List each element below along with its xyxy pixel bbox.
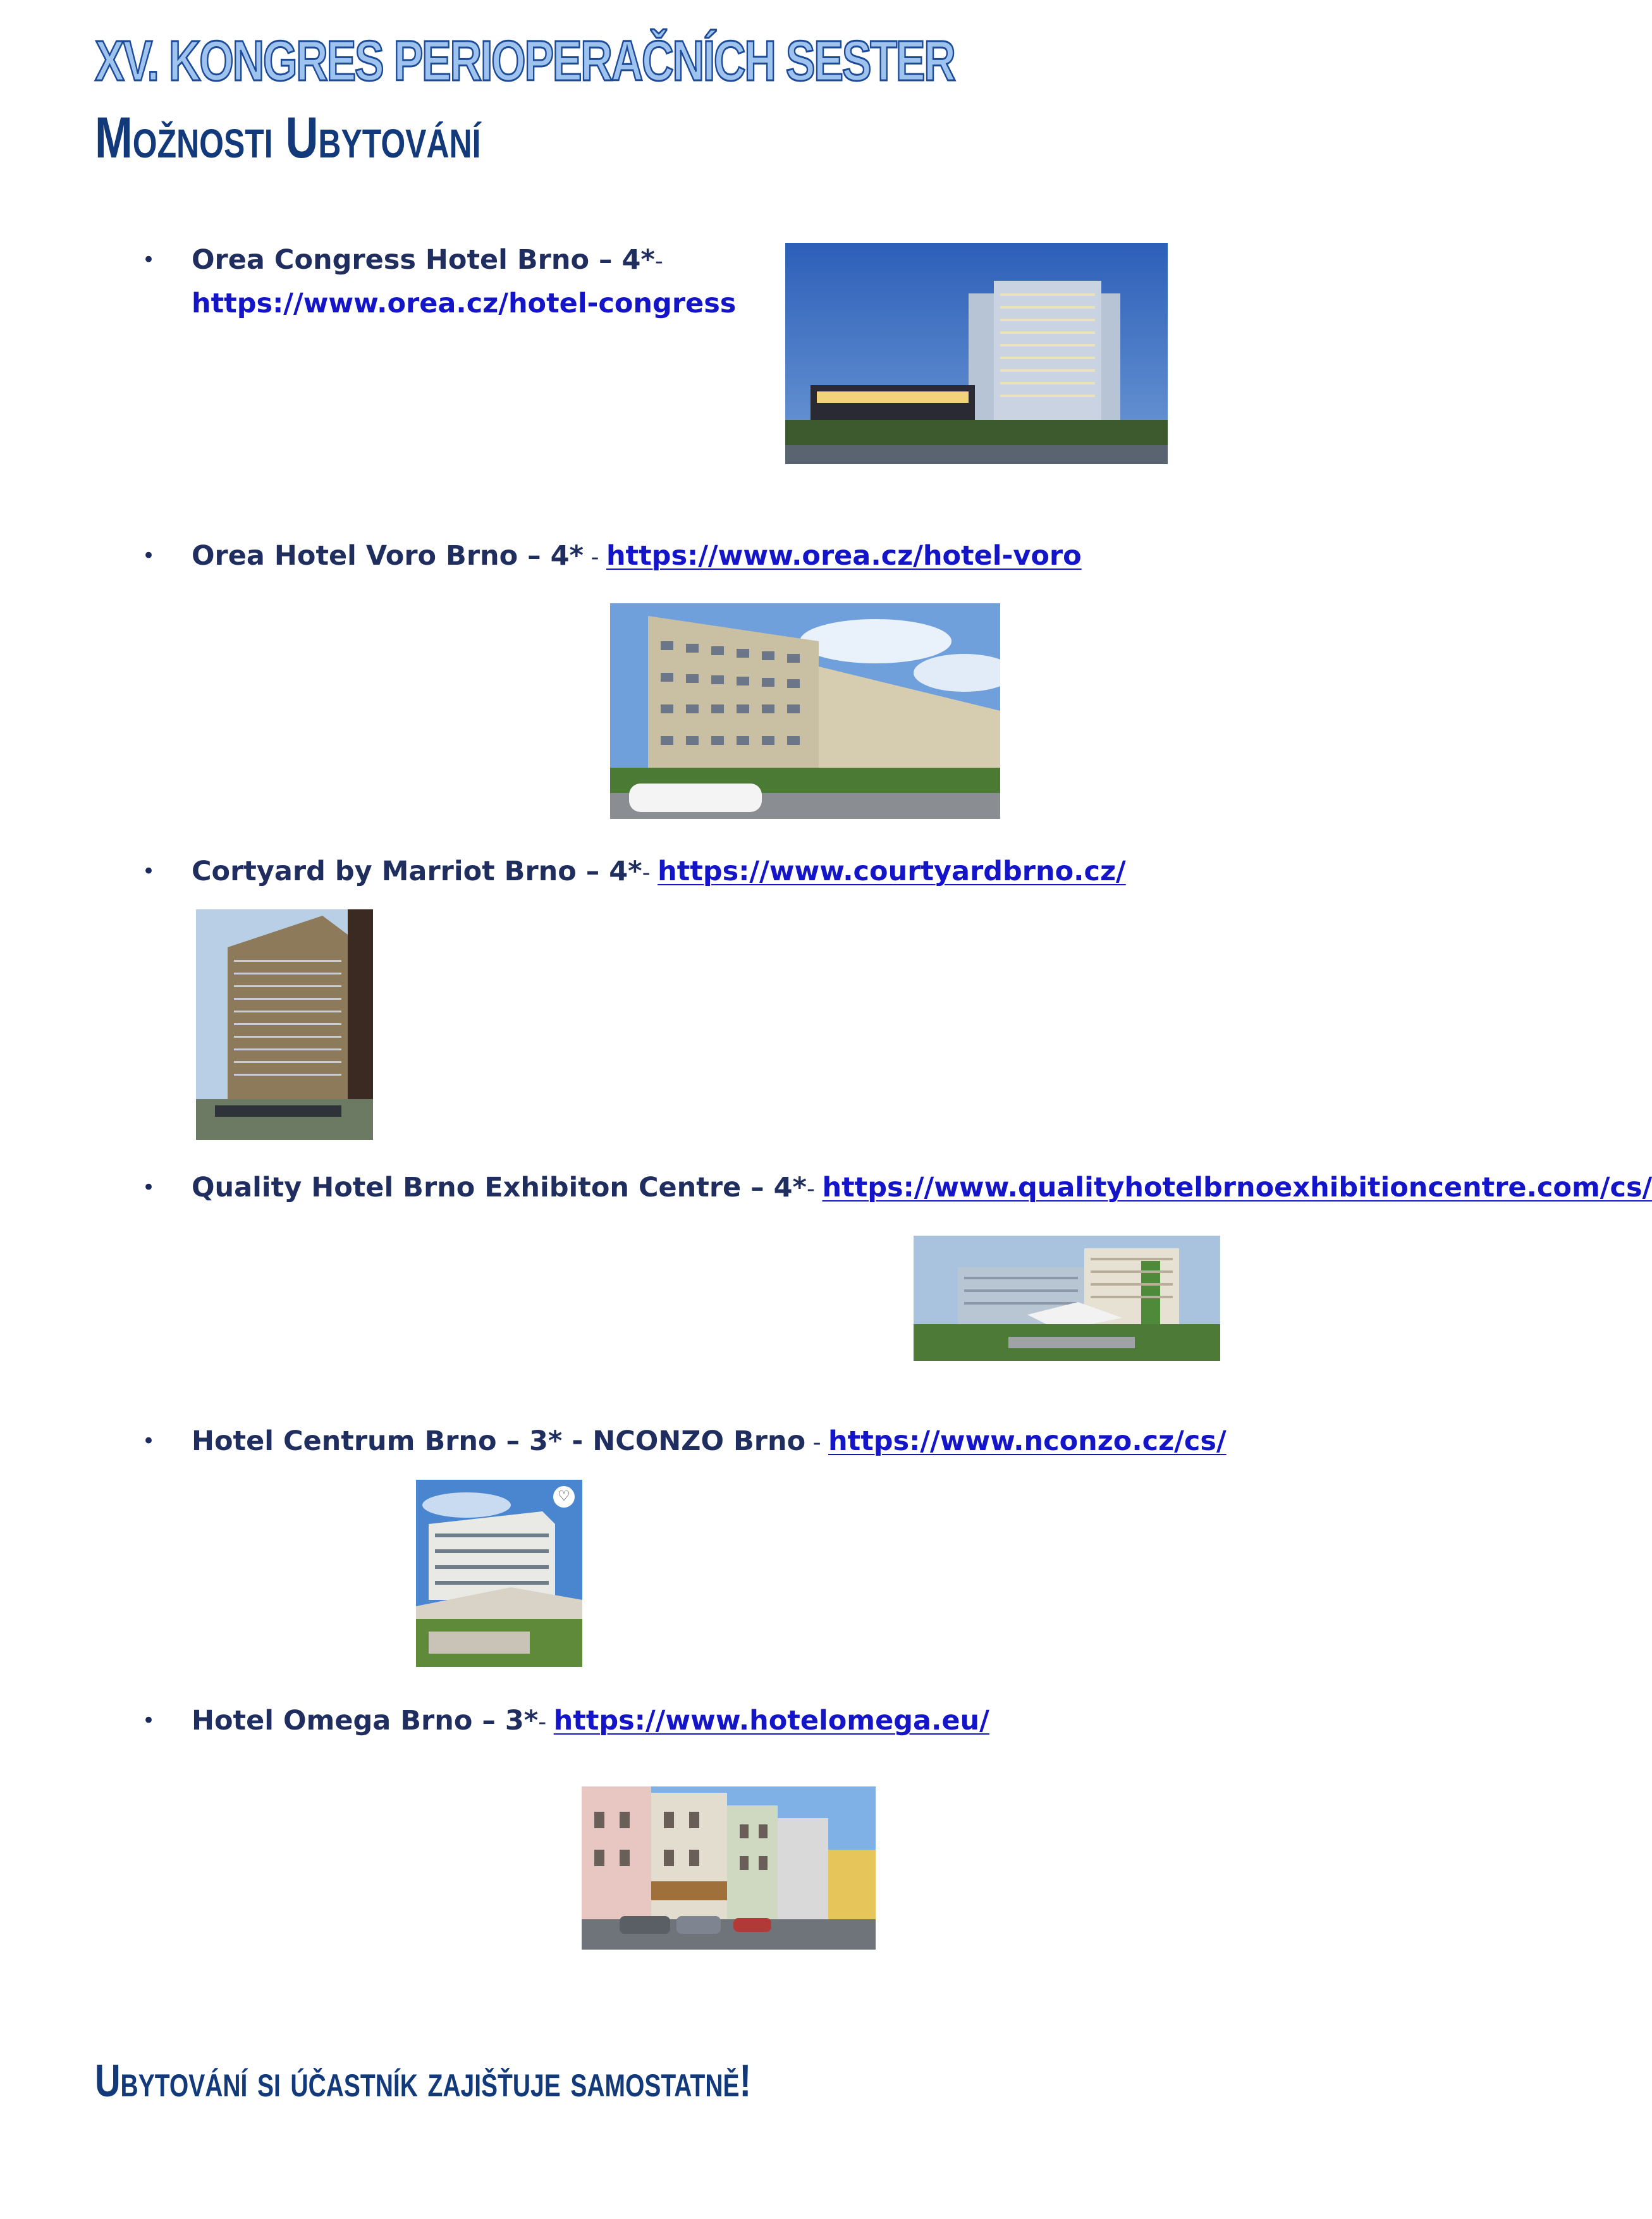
hotel-link[interactable]: https://www.qualityhotelbrnoexhibitioncentre.com/cs/ [822, 1172, 1652, 1203]
separator: - [807, 1176, 823, 1202]
bullet-icon: • [142, 247, 156, 273]
hotel-name: Hotel Centrum Brno – 3* - NCONZO Brno [192, 1425, 806, 1457]
hotel-photo [582, 1786, 876, 1950]
separator: - [584, 544, 606, 570]
hotel-name: Quality Hotel Brno Exhibiton Centre – 4* [192, 1172, 807, 1203]
hotel-name: Cortyard by Marriot Brno – 4* [192, 856, 642, 887]
separator: - [805, 1430, 829, 1456]
congress-title: XV. KONGRES PERIOPERAČNÍCH SESTER [95, 30, 955, 93]
separator: - [538, 1709, 554, 1735]
bullet-icon: • [142, 859, 156, 884]
hotel-photo [785, 243, 1168, 464]
hotel-photo [196, 909, 373, 1140]
bullet-icon: • [142, 1429, 156, 1454]
bullet-icon: • [142, 543, 156, 569]
hotel-link[interactable]: https://www.courtyardbrno.cz/ [658, 856, 1126, 887]
separator: - [654, 249, 663, 274]
hotel-link[interactable]: https://www.hotelomega.eu/ [553, 1705, 989, 1736]
separator: - [642, 860, 658, 886]
bullet-icon: • [142, 1708, 156, 1733]
accommodation-note: Ubytování si účastník zajišťuje samostatně! [95, 2056, 752, 2106]
heart-icon[interactable]: ♡ [553, 1486, 575, 1508]
page-title: Možnosti Ubytování [95, 106, 481, 170]
hotel-name: Hotel Omega Brno – 3* [192, 1705, 539, 1736]
hotel-name: Orea Congress Hotel Brno – 4* [192, 244, 655, 276]
hotel-photo [914, 1236, 1220, 1361]
bullet-icon: • [142, 1175, 156, 1200]
hotel-name: Orea Hotel Voro Brno – 4* [192, 540, 584, 572]
hotel-photo [610, 603, 1000, 819]
hotel-link[interactable]: https://www.nconzo.cz/cs/ [828, 1425, 1227, 1457]
hotel-link[interactable]: https://www.orea.cz/hotel-congress [192, 288, 737, 319]
hotel-photo [416, 1480, 582, 1667]
hotel-link[interactable]: https://www.orea.cz/hotel-voro [606, 540, 1082, 572]
